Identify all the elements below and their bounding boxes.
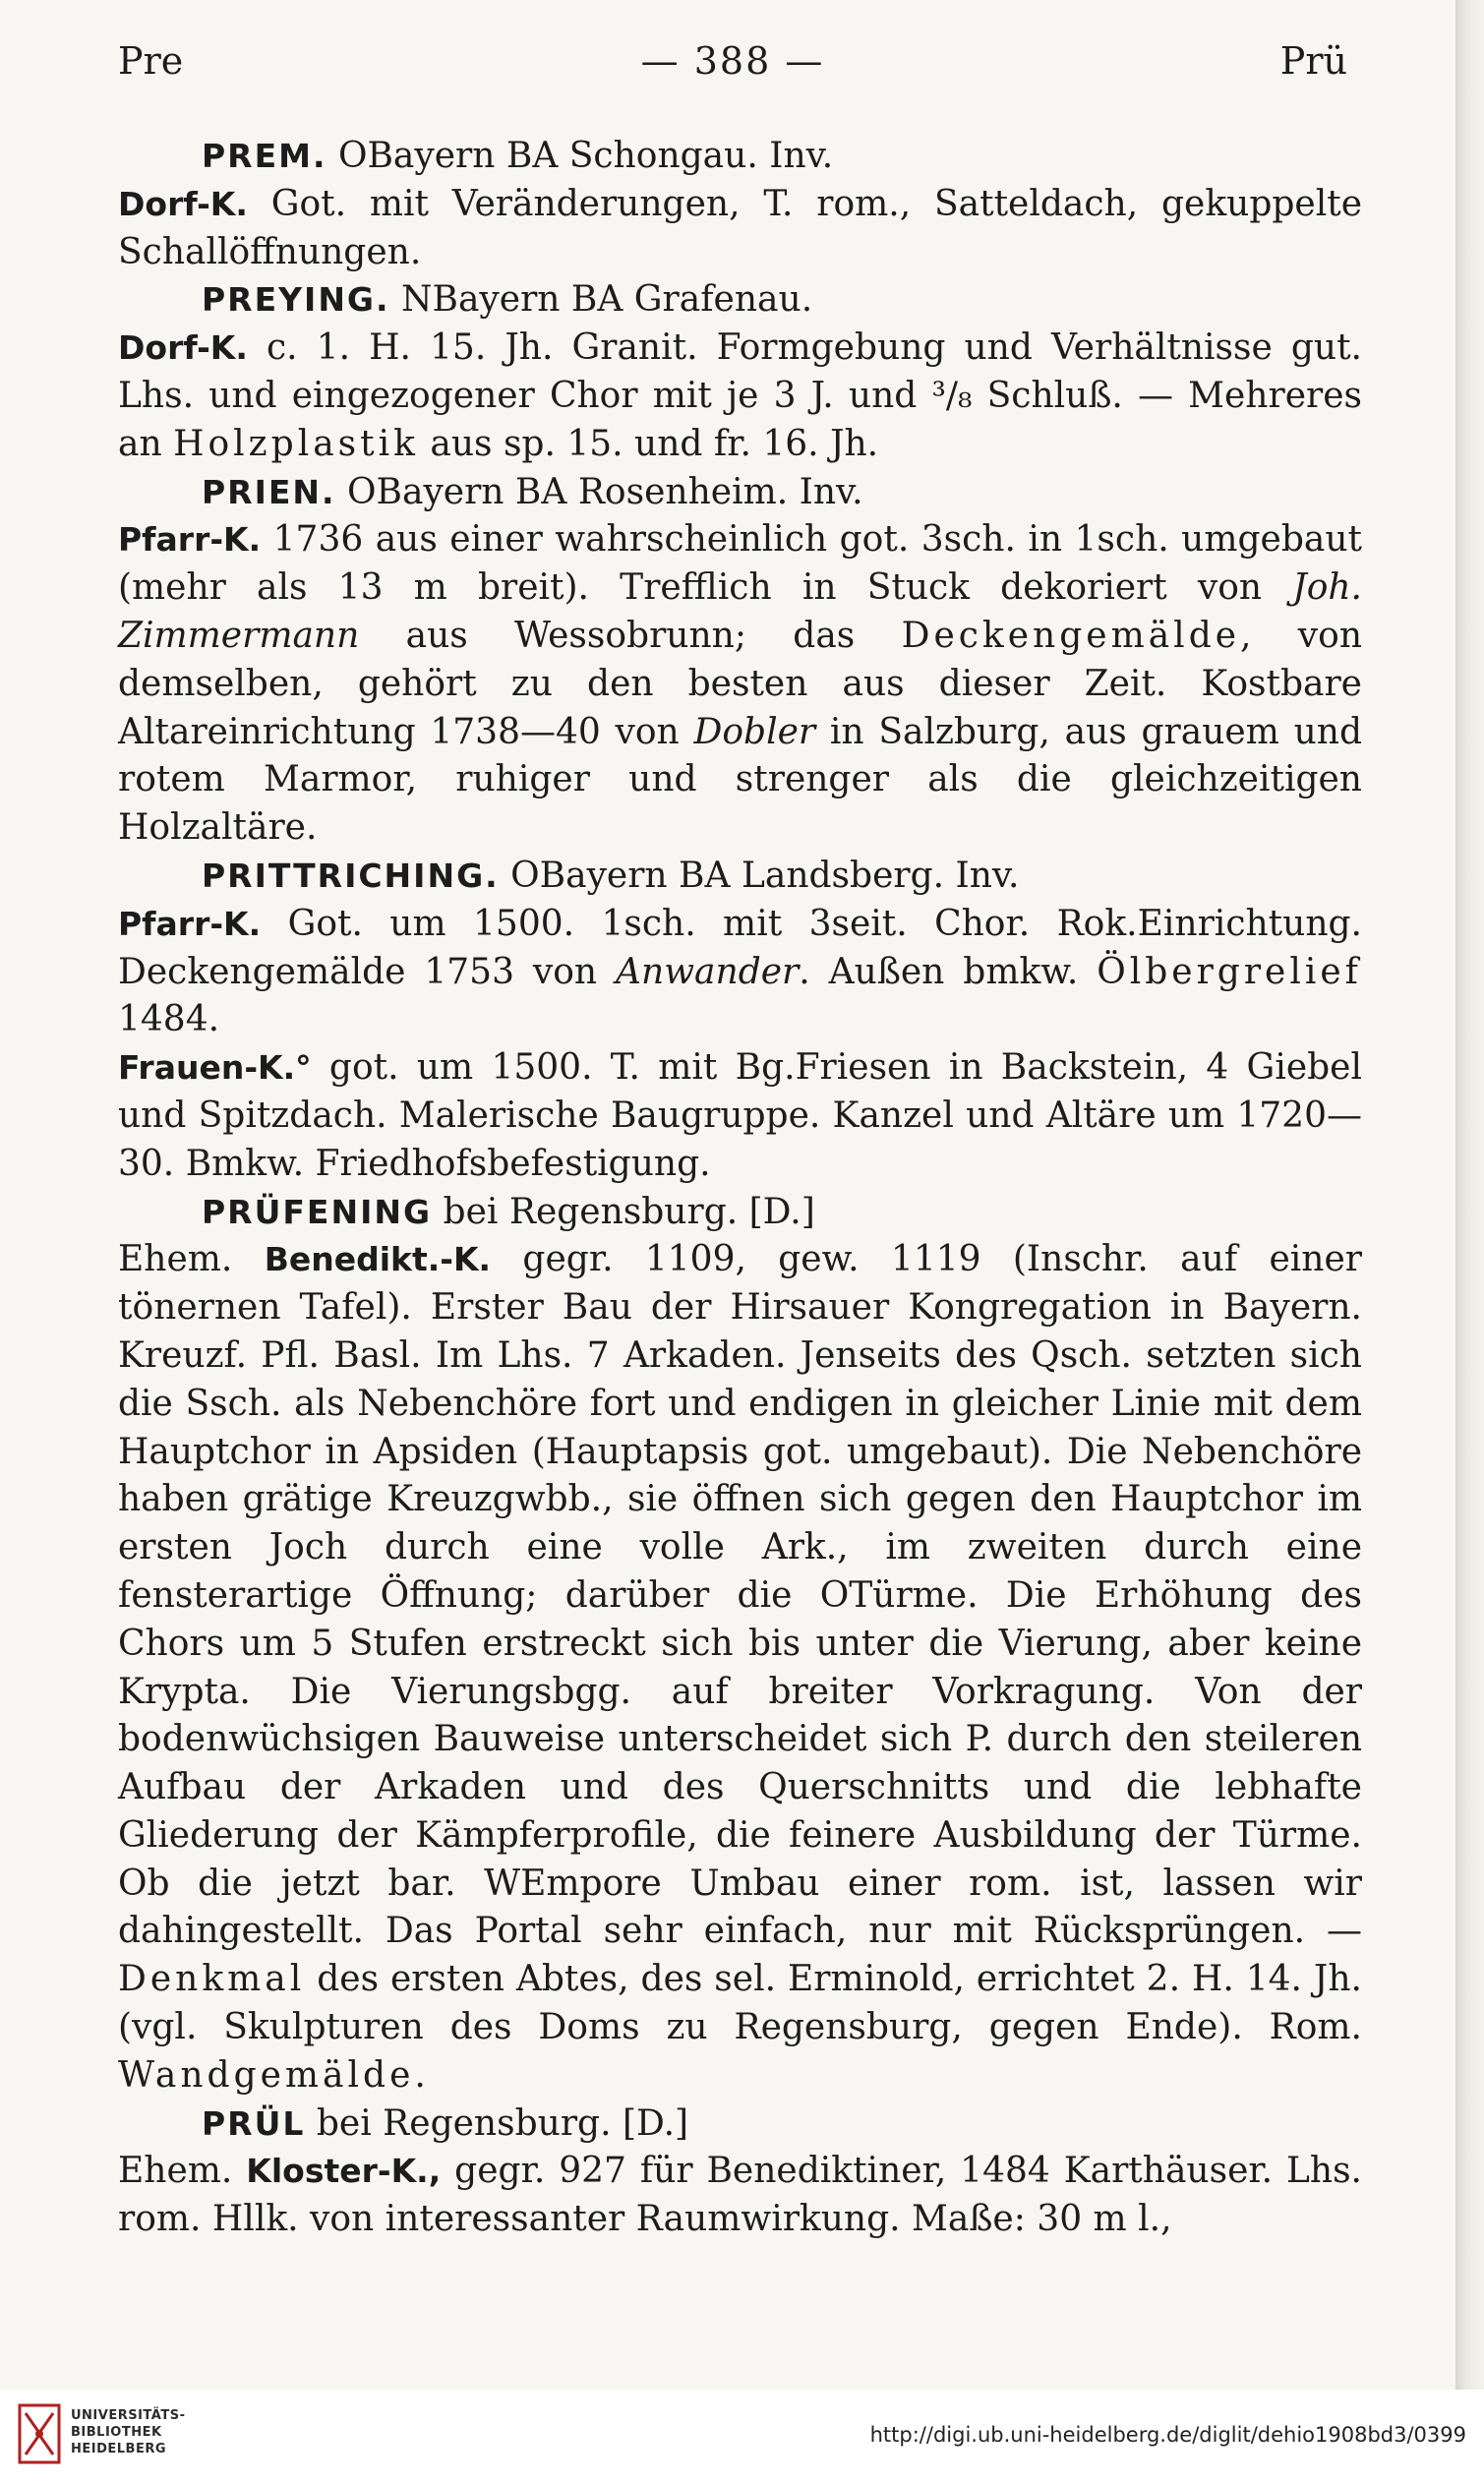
place-region: OBayern BA Landsberg. Inv. [499,855,1020,896]
entry-text: . Außen bmkw. [799,951,1098,992]
entry-text: 1484. [118,999,220,1040]
entry-heading [118,469,1362,517]
entry-body [118,516,1362,853]
entry-text: des ersten Abtes, des sel. Erminold, errichtet 2. H. 14. Jh. (vgl. Skulpturen des Doms zu Regensburg, gegen Ende). Rom. [118,1959,1362,2048]
spaced-term: Holzplastik [173,423,419,464]
entry-text: gegr. 927 für Benediktiner, 1484 Karthäuser. Lhs. rom. Hllk. von interessanter Raumwirkung. Maße: 30 m l., [118,2151,1363,2240]
entry-text: Got. mit Veränderungen, T. rom., Satteldach, gekuppelte Schallöffnungen. [118,183,1362,272]
running-head [118,39,1347,98]
entry-body [118,181,1362,277]
entry-body [118,325,1362,468]
building-type: Dorf-K. [118,328,248,368]
place-region: OBayern BA Schongau. Inv. [326,136,834,176]
place-name: PREM. [202,137,327,175]
place-region: NBayern BA Grafenau. [389,279,813,321]
page-edge [1455,0,1484,2484]
artist-name: Anwander [616,951,800,992]
entry-text: in Salzburg, aus grauem und rotem Marmor, ruhiger und strenger als die gleichzeitigen Holzaltäre. [118,711,1362,849]
running-head-left: Pre [118,39,184,83]
artist-name: Dobler [693,711,816,752]
place-name: PRÜL [202,2103,306,2143]
logo-line: HEIDELBERG [71,2442,167,2456]
place-region: bei Regensburg. [D.] [305,2102,689,2144]
place-name: PREYING. [202,280,390,320]
entry-body [118,1236,1362,2100]
spaced-term: Wandgemälde [118,2054,415,2096]
building-type: Frauen-K.° [118,1048,312,1088]
heidelberg-ub-logo-icon [18,2403,61,2464]
building-type: Dorf-K. [118,184,248,223]
spaced-term: Denkmal [118,1959,306,2000]
entry-heading [118,133,1362,181]
entry-prefix: Ehem. [118,2151,247,2192]
entry-text: 1736 aus einer wahrscheinlich got. 3sch. in 1sch. umgebaut (mehr als 13 m breit). Trefflich in Stuck dekoriert von [118,519,1362,609]
place-region: bei Regensburg. [D.] [432,1191,815,1232]
logo-line: BIBLIOTHEK [71,2425,162,2440]
building-type: Kloster-K., [246,2152,442,2191]
artist-name: Joh. Zimmermann [118,567,1362,656]
entry-text: got. um 1500. T. mit Bg.Friesen in Backstein, 4 Giebel und Spitzdach. Malerische Baugruppe. Kanzel und Altäre um 1720—30. Bmkw. Friedhofsbefestigung. [118,1047,1362,1184]
entry-prefix: Ehem. [118,1239,265,1280]
spaced-term: Deckengemälde [901,615,1241,656]
entry-heading [118,2100,1362,2149]
spaced-term: Ölbergrelief [1097,951,1362,992]
building-type: Pfarr-K. [118,520,262,560]
place-name: PRITTRICHING. [202,856,500,895]
entry-text: gegr. 1109, gew. 1119 (Inschr. auf einer tönernen Tafel). Erster Bau der Hirsauer Kongregation in Bayern. Kreuzf. Pfl. Basl. Im Lhs. 7 Arkaden. Jenseits des Qsch. setzten sich die Ssch. als Nebenchöre fort und endigen in gleicher Linie mit dem Hauptchor in Apsiden (Hauptapsis got. umgebaut). Die Nebenchöre haben grätige Kreuzgwbb., sie öffnen sich gegen den Hauptchor im ersten Joch durch eine volle Ark., im zweiten durch eine fensterartige Öffnung; darüber die OTürme. Die Erhöhung des Chors um 5 Stufen erstreckt sich bis unter die Vierung, aber keine Krypta. Die Vierungsbgg. auf breiter Vorkragung. Von der bodenwüchsigen Bauweise unterscheidet sich P. durch den steileren Aufbau der Arkaden und des Querschnitts und die lebhafte Gliederung der Kämpferprofile, die feinere Ausbildung der Türme. Ob die jetzt bar. WEmpore Umbau einer rom. ist, lassen wir dahingestellt. Das Portal sehr einfach, nur mit Rücksprüngen. — [118,1239,1362,1952]
library-logo-text [71,2407,185,2457]
entry-text: aus sp. 15. und fr. 16. Jh. [418,423,879,464]
page-text [118,133,1362,2244]
entry-text: c. 1. H. 15. Jh. Granit. Formgebung und Verhältnisse gut. Lhs. und eingezogener Chor mit je 3 J. und ³/₈ Schluß. — Mehreres an [118,327,1362,464]
building-type: Benedikt.-K. [264,1240,492,1279]
footer-bar [0,2390,1484,2484]
logo-line: UNIVERSITÄTS- [71,2408,186,2423]
entry-heading [118,853,1362,901]
place-name: PRÜFENING [202,1192,433,1231]
entry-text: Got. um 1500. 1sch. mit 3seit. Chor. Rok.Einrichtung. Deckengemälde 1753 von [118,903,1362,992]
running-head-right: Prü [1279,39,1347,83]
entry-text: aus Wessobrunn; das [359,615,902,656]
entry-text: , von demselben, gehört zu den besten aus dieser Zeit. Kostbare Altareinrichtung 1738—40 von [118,615,1362,752]
entry-body [118,2148,1362,2244]
place-name: PRIEN. [202,472,336,511]
source-url-link[interactable]: http://digi.ub.uni-heidelberg.de/diglit/dehio1908bd3/0399 [869,2423,1466,2447]
entry-body [118,901,1362,1044]
entry-body [118,1044,1362,1188]
place-region: OBayern BA Rosenheim. Inv. [335,471,863,512]
entry-heading [118,1189,1362,1237]
building-type: Pfarr-K. [118,904,262,943]
page-number: — 388 — [640,39,825,83]
entry-heading [118,276,1362,325]
entry-text: . [414,2054,426,2096]
